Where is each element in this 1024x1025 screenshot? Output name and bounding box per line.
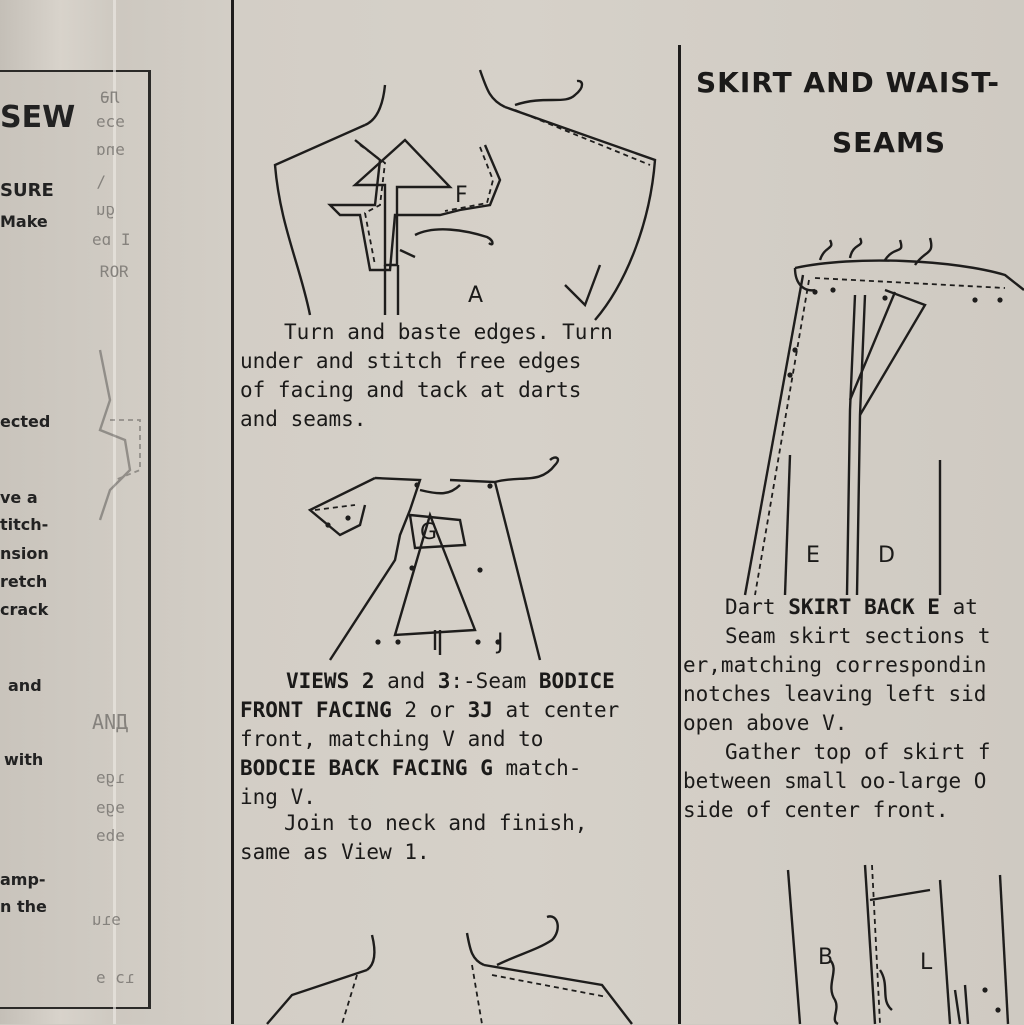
views-2-3-paragraph bbox=[240, 667, 619, 812]
column-rule bbox=[231, 0, 234, 1024]
bleed-through-text: ЛӘ bbox=[100, 88, 120, 107]
strip-word: n the bbox=[0, 897, 47, 916]
bold-term: BODCIE BACK FACING G bbox=[240, 756, 493, 780]
text-line: under and stitch free edges bbox=[240, 349, 582, 373]
section-heading: SKIRT AND WAIST- bbox=[696, 66, 1001, 99]
text-line: notches leaving left sid bbox=[683, 682, 987, 706]
text-line: open above V. bbox=[683, 711, 848, 735]
bold-term: SKIRT BACK E bbox=[788, 595, 940, 619]
text-line: match- bbox=[492, 756, 582, 780]
bleed-through-text: ɿɔ ɘ bbox=[96, 968, 135, 987]
bleed-through-text: ɘɡɘ bbox=[96, 798, 125, 817]
strip-heading: SEW bbox=[0, 100, 76, 135]
folded-left-strip bbox=[0, 70, 151, 1009]
column-rule bbox=[678, 45, 681, 1024]
strip-word: amp- bbox=[0, 870, 46, 889]
text-line: 2 or bbox=[391, 698, 468, 722]
figure-letter-f: F bbox=[455, 183, 468, 208]
bleed-through-text: ЯОЯ bbox=[100, 262, 129, 281]
bleed-through-text: ɿɡɘ bbox=[96, 768, 125, 787]
bleed-through-text: ɘɔɘ bbox=[96, 112, 125, 131]
section-heading: SEAMS bbox=[832, 126, 946, 159]
strip-word: ected bbox=[0, 412, 51, 431]
bleed-through-text: ɡu bbox=[96, 200, 116, 219]
strip-word: ve a bbox=[0, 488, 38, 507]
bold-term: BODICE bbox=[538, 669, 615, 693]
strip-word: Make bbox=[0, 212, 48, 231]
bleed-through-text: ДИА bbox=[92, 710, 129, 734]
text-line: :-Seam bbox=[450, 669, 539, 693]
text-line: and seams. bbox=[240, 407, 367, 431]
instruction-paragraph bbox=[240, 809, 587, 867]
strip-word: with bbox=[4, 750, 44, 769]
text-line: of facing and tack at darts bbox=[240, 378, 582, 402]
figure-bottom-skirt bbox=[780, 860, 1024, 1024]
strip-subheading: SURE bbox=[0, 180, 54, 201]
figure-bottom-bodice bbox=[262, 905, 652, 1025]
bold-term: 3 bbox=[437, 669, 451, 693]
figure-letter-g: G bbox=[420, 520, 438, 545]
bleed-through-text: I ɒɘ bbox=[92, 230, 131, 249]
text-line: same as View 1. bbox=[240, 840, 430, 864]
strip-word: and bbox=[8, 676, 42, 695]
text-line: Dart bbox=[725, 595, 789, 619]
text-line: at bbox=[939, 595, 978, 619]
text-line: Join to neck and finish, bbox=[284, 811, 588, 835]
ghost-sketch-icon bbox=[70, 340, 180, 530]
bold-term: FRONT FACING bbox=[240, 698, 392, 722]
strip-word: nsion bbox=[0, 544, 49, 563]
text-line: Turn and baste edges. Turn bbox=[284, 320, 613, 344]
text-line: Gather top of skirt f bbox=[725, 740, 991, 764]
text-line: er,matching correspondin bbox=[683, 653, 987, 677]
strip-word: retch bbox=[0, 572, 48, 591]
text-line: Seam skirt sections t bbox=[725, 624, 991, 648]
figure-letter-d: D bbox=[878, 543, 895, 568]
bleed-through-text: ɘbɘ bbox=[96, 826, 125, 845]
figure-g-back-facing bbox=[300, 450, 580, 670]
figure-letter-l: L bbox=[920, 950, 933, 975]
text-line: and bbox=[374, 669, 438, 693]
strip-word: titch- bbox=[0, 515, 49, 534]
text-line: side of center front. bbox=[683, 798, 949, 822]
text-line: at center bbox=[492, 698, 620, 722]
figure-letter-b: B bbox=[818, 945, 834, 970]
instruction-paragraph bbox=[240, 318, 613, 434]
text-line: ing V. bbox=[240, 785, 316, 809]
skirt-seam-paragraph bbox=[683, 593, 991, 738]
figure-letter-e: E bbox=[806, 543, 820, 568]
figure-letter-j: J bbox=[497, 630, 504, 655]
bold-term: VIEWS 2 bbox=[286, 669, 375, 693]
bold-term: 3J bbox=[467, 698, 493, 722]
text-line: between small oo-large O bbox=[683, 769, 987, 793]
strip-word: crack bbox=[0, 600, 49, 619]
gather-paragraph bbox=[683, 738, 991, 825]
figure-label-a: A bbox=[468, 283, 484, 308]
bleed-through-text: \ bbox=[96, 172, 106, 191]
text-line: front, matching V and to bbox=[240, 727, 544, 751]
bleed-through-text: ɘɿu bbox=[92, 910, 121, 929]
bleed-through-text: ɘnɑ bbox=[96, 140, 125, 159]
